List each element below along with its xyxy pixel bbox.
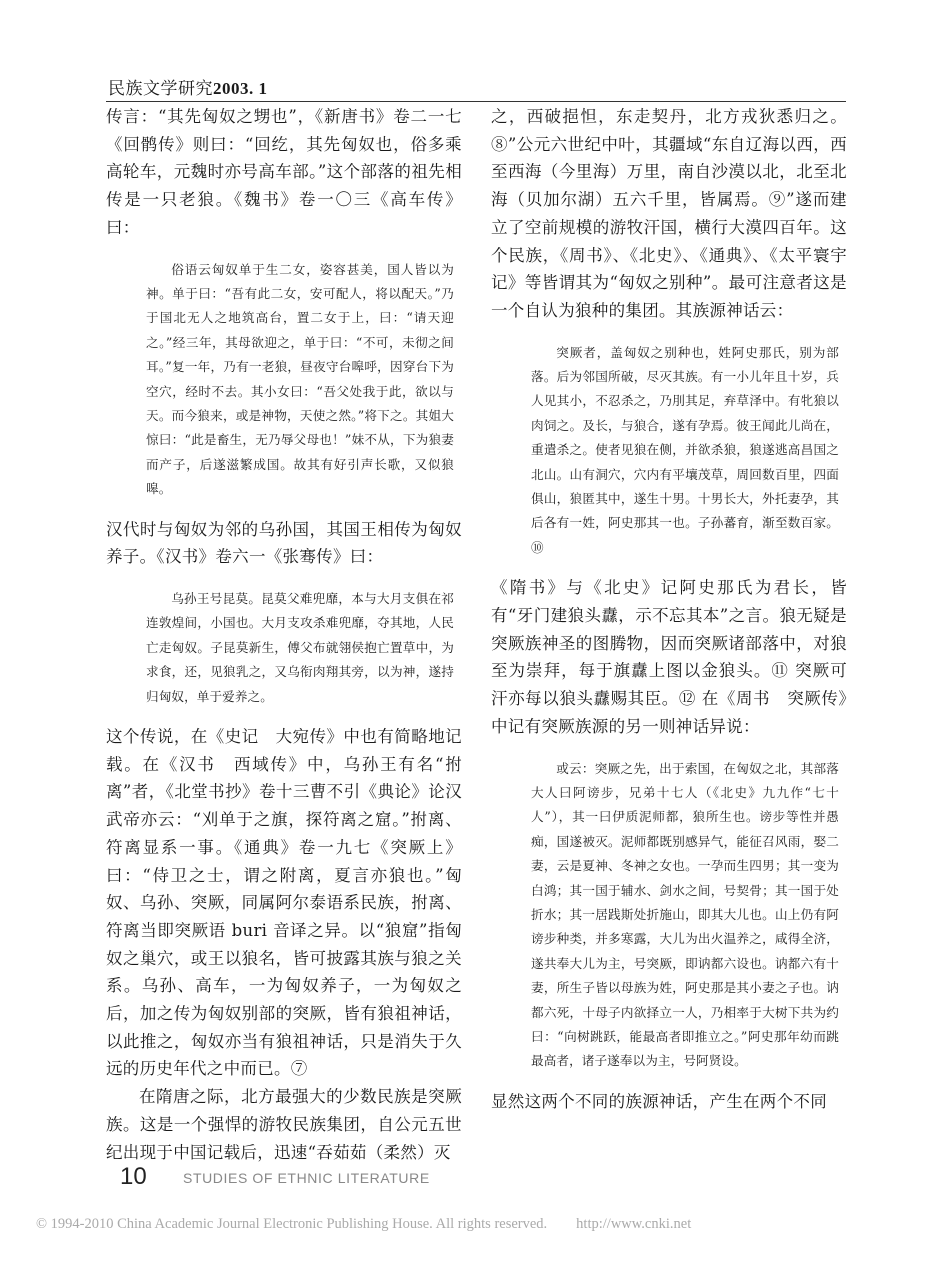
- issue-number: 2003. 1: [213, 79, 268, 98]
- header-rule: [106, 101, 846, 102]
- body-paragraph: 《隋书》与《北史》记阿史那氏为君长，皆有“牙门建狼头纛，示不忘其本”之言。狼无疑是突厥族神圣的图腾物，因而突厥诸部落中，对狼至为崇拜，每于旗纛上图以金狼头。⑪ 突厥可汗亦每以狼头纛赐其臣。⑫ 在《周书 突厥传》中记有突厥族源的另一则神话异说：: [491, 578, 847, 736]
- block-quote: 乌孙王号昆莫。昆莫父难兜靡，本与大月支俱在祁连敦煌间，小国也。大月支攻杀难兜靡，夺其地，人民亡走匈奴。子昆莫新生，傅父布就翎侯抱亡置草中，为求食，还，见狼乳之，又乌衔肉翔其旁，以为神，遂持归匈奴，单于爱养之。: [146, 590, 454, 704]
- running-header: [108, 74, 268, 99]
- block-quote: 俗语云匈奴单于生二女，姿容甚美，国人皆以为神。单于曰：“吾有此二女，安可配人，将以配天。”乃于国北无人之地筑高台，置二女于上，曰：“请天迎之。”经三年，其母欲迎之，单于曰：“不可，未彻之间耳。”复一年，乃有一老狼，昼夜守台嗥呼，因穿台下为空穴，经时不去。其小女曰：“吾父处我于此，欲以与天。而今狼来，或是神物，天使之然。”将下之。其姐大惊曰：“此是畜生，无乃辱父母也！”妹不从，下为狼妻而产子，后遂滋繁成国。故其有好引声长歌，又似狼嗥。: [146, 261, 454, 497]
- body-paragraph: 之，西破挹怛，东走契丹，北方戎狄悉归之。⑧”公元六世纪中叶，其疆域“东自辽海以西，西至西海（今里海）万里，南自沙漠以北，北至北海（贝加尔湖）五六千里，皆属焉。⑨”遂而建立了空前规模的游牧汗国，横行大漠四百年。这个民族，《周书》、《北史》、《通典》、《太平寰宇记》等皆谓其为“匈奴之别种”。最可注意者这是一个自认为狼种的集团。其族源神话云：: [491, 107, 847, 320]
- body-paragraph: 这个传说，在《史记 大宛传》中也有简略地记载。在《汉书 西域传》中，乌孙王有名“拊离”者，《北堂书抄》卷十三曹不引《典论》论汉武帝亦云：“刈单于之旗，探符离之窟。”拊离、符离显系一事。《通典》卷一九七《突厥上》曰：“侍卫之士，谓之附离，夏言亦狼也。”匈奴、乌孙、突厥，同属阿尔泰语系民族，拊离、符离当即突厥语 buri 音译之异。以“狼窟”指匈奴之巢穴，或王以狼名，皆可披露其族与狼之关系。乌孙、高车，一为匈奴养子，一为匈奴之后，加之传为匈奴别部的突厥，皆有狼祖神话，以此推之，匈奴亦当有狼祖神话，只是消失于久远的历史年代之中而已。⑦: [106, 727, 462, 1079]
- copyright-notice: © 1994-2010 China Academic Journal Electronic Publishing House. All rights reserved. http://www.cnki.net: [36, 1216, 692, 1232]
- block-quote: 或云：突厥之先，出于索国，在匈奴之北，其部落大人曰阿谤步，兄弟十七人（《北史》九九作“七十人”），其一曰伊质泥师都，狼所生也。谤步等性并愚痴，国遂被灭。泥师都既别感异气，能征召风雨，娶二妻，云是夏神、冬神之女也。一孕而生四男；其一变为白鸿；其一国于辅水、剑水之间，号契骨；其一国于处折水；其一居践斯处折施山，即其大儿也。山上仍有阿谤步种类，并多寒露，大儿为出火温养之，咸得全济，遂共奉大儿为主，号突厥，即讷都六设也。讷都六有十妻，所生子皆以母族为姓，阿史那是其小妻之子也。讷都六死，十母子内欲择立一人，乃相率于大树下共为约曰：“向树跳跃，能最高者即推立之。”阿史那年幼而跳最高者，诸子遂奉以为主，号阿贤设。: [531, 760, 839, 1069]
- body-paragraph: 汉代时与匈奴为邻的乌孙国，其国王相传为匈奴养子。《汉书》卷六一《张骞传》曰：: [106, 519, 462, 567]
- journal-title: 民族文学研究: [108, 79, 213, 99]
- left-column: [106, 103, 462, 1166]
- body-paragraph: 在隋唐之际，北方最强大的少数民族是突厥族。这是一个强悍的游牧民族集团，自公元五世纪出现于中国记载后，迅速“吞茹茹（柔然）灭: [106, 1087, 462, 1162]
- journal-english-title: STUDIES OF ETHNIC LITERATURE: [183, 1170, 430, 1186]
- body-paragraph: 显然这两个不同的族源神话，产生在两个不同: [491, 1091, 827, 1111]
- body-paragraph: 传言：“其先匈奴之甥也”，《新唐书》卷二一七《回鹘传》则曰：“回纥，其先匈奴也，俗多乘高轮车，元魏时亦号高车部。”这个部落的祖先相传是一只老狼。《魏书》卷一〇三《高车传》曰：: [106, 107, 462, 237]
- page-number: 10: [120, 1163, 147, 1190]
- block-quote: 突厥者，盖匈奴之别种也，姓阿史那氏，别为部落。后为邻国所破，尽灭其族。有一小儿年且十岁，兵人见其小，不忍杀之，乃刖其足，弃草泽中。有牝狼以肉饲之。及长，与狼合，遂有孕焉。彼王闻此儿尚在，重遣杀之。使者见狼在侧，并欲杀狼，狼遂逃高昌国之北山。山有洞穴，穴内有平壤茂草，周回数百里，四面俱山，狼匿其中，遂生十男。十男长大，外托妻孕，其后各有一姓，阿史那其一也。子孙蕃育，渐至数百家。⑩: [531, 344, 839, 555]
- right-column: [491, 103, 847, 1115]
